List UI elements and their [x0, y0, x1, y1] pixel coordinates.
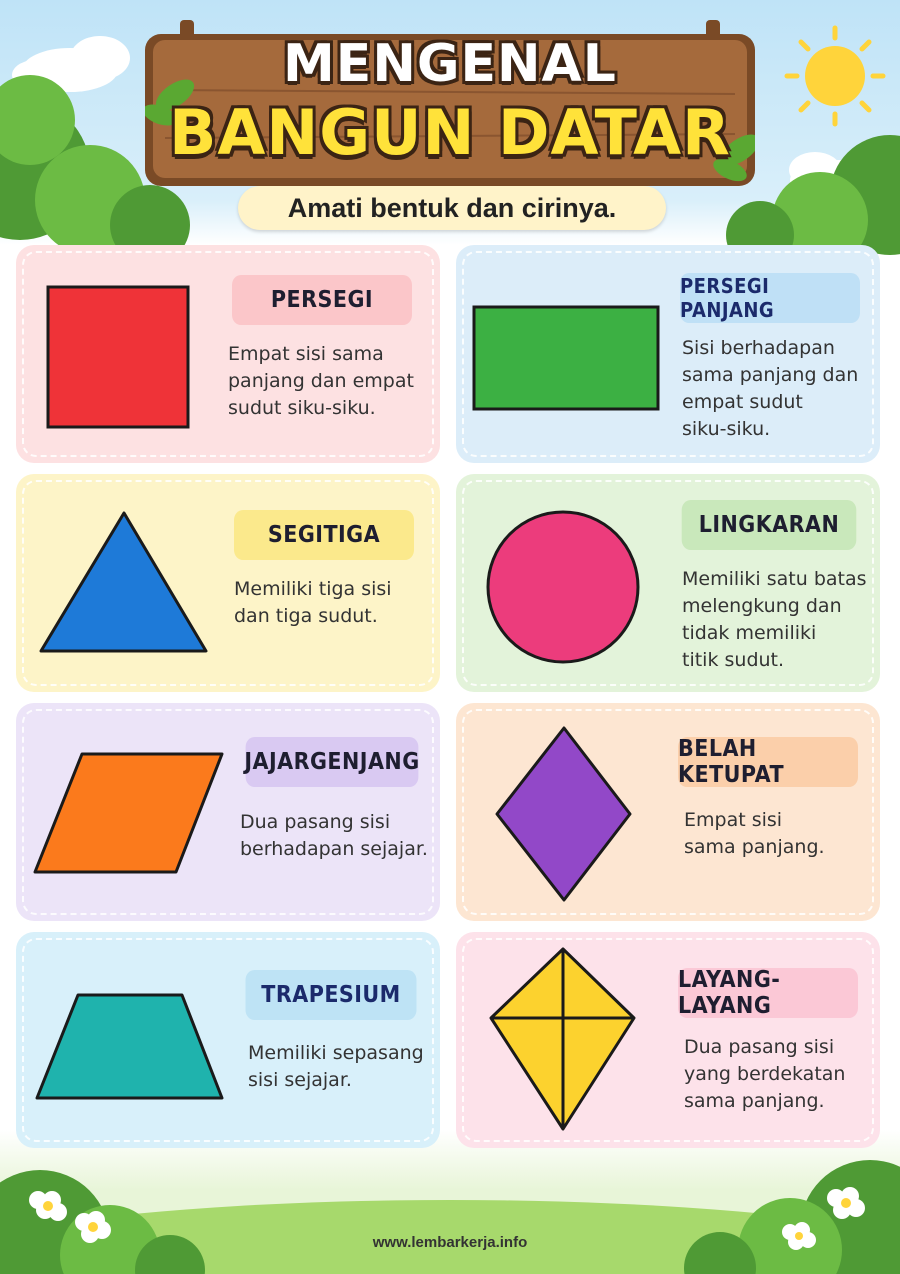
- circle-icon: [484, 508, 642, 666]
- card-label: LAYANG-LAYANG: [678, 968, 858, 1018]
- card-description: Dua pasang sisi yang berdekatan sama panjang.: [684, 1036, 846, 1112]
- kite-icon: [488, 946, 638, 1132]
- card-layang-layang: [456, 932, 880, 1148]
- trapezoid-icon: [34, 992, 226, 1102]
- card-label: BELAH KETUPAT: [678, 737, 858, 787]
- card-label: PERSEGI: [232, 275, 412, 325]
- sun-icon: [787, 28, 883, 124]
- card-lingkaran: [456, 474, 880, 692]
- card-persegi: [16, 245, 440, 463]
- rectangle-icon: [472, 305, 662, 413]
- parallelogram-shape: [35, 754, 222, 872]
- triangle-icon: [38, 510, 210, 654]
- card-label: TRAPESIUM: [246, 970, 417, 1020]
- trapezoid-shape: [37, 995, 222, 1098]
- card-label: JAJARGENJANG: [246, 737, 419, 787]
- title-line-2: BANGUN DATAR: [169, 96, 731, 169]
- card-label: PERSEGI PANJANG: [680, 273, 860, 323]
- card-description: Memiliki tiga sisi dan tiga sudut.: [234, 578, 392, 627]
- card-description: Empat sisi sama panjang dan empat sudut siku-siku.: [228, 343, 414, 419]
- circle-shape: [488, 512, 638, 662]
- grass-decoration: [0, 1130, 900, 1274]
- card-belah-ketupat: [456, 703, 880, 921]
- card-label: SEGITIGA: [234, 510, 414, 560]
- rhombus-icon: [494, 725, 634, 903]
- card-description: Dua pasang sisi berhadapan sejajar.: [240, 811, 428, 860]
- triangle-shape: [41, 513, 206, 651]
- subtitle: Amati bentuk dan cirinya.: [238, 186, 666, 230]
- rectangle-shape: [474, 307, 658, 409]
- card-segitiga: [16, 474, 440, 692]
- square-shape: [48, 287, 188, 427]
- parallelogram-icon: [32, 751, 226, 875]
- card-description: Memiliki sepasang sisi sejajar.: [248, 1042, 424, 1091]
- card-jajargenjang: [16, 703, 440, 921]
- card-description: Empat sisi sama panjang.: [684, 809, 825, 858]
- card-label: LINGKARAN: [682, 500, 857, 550]
- card-description: Memiliki satu batas melengkung dan tidak memiliki titik sudut.: [682, 568, 867, 671]
- square-icon: [46, 285, 192, 431]
- card-trapesium: [16, 932, 440, 1148]
- card-description: Sisi berhadapan sama panjang dan empat sudut siku-siku.: [682, 337, 859, 440]
- card-persegi-panjang: [456, 245, 880, 463]
- footer-url: www.lembarkerja.info: [372, 1234, 528, 1251]
- title-line-1: MENGENAL: [283, 34, 617, 94]
- rhombus-shape: [497, 728, 630, 900]
